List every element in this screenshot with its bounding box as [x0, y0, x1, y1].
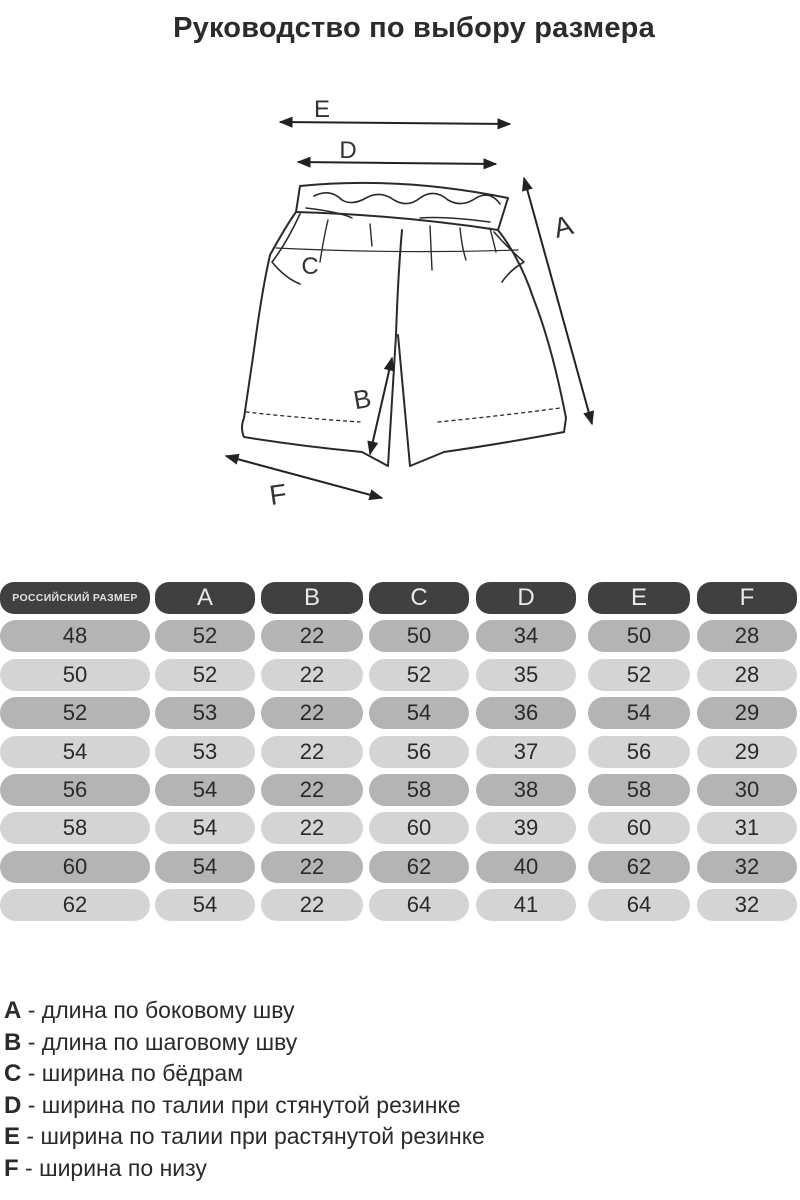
table-cell: 53	[155, 736, 255, 768]
table-cell: 22	[261, 889, 363, 921]
table-cell: 58	[588, 774, 690, 806]
legend-item	[4, 995, 794, 1027]
label-b: B	[351, 382, 374, 416]
table-cell: 22	[261, 697, 363, 729]
table-cell: 64	[369, 889, 469, 921]
table-cell: 58	[0, 812, 150, 844]
table-cell: 62	[588, 851, 690, 883]
shorts-outline	[242, 183, 566, 466]
page-title: Руководство по выбору размера	[173, 12, 655, 44]
table-row	[0, 657, 800, 695]
table-cell: 52	[155, 620, 255, 652]
table-cell: 30	[697, 774, 797, 806]
table-row	[0, 695, 800, 733]
legend-item	[4, 1121, 794, 1153]
table-cell: 53	[155, 697, 255, 729]
table-row	[0, 734, 800, 772]
label-e: E	[313, 96, 331, 123]
legend-letter: D	[4, 1091, 22, 1119]
header-col-b: B	[261, 582, 363, 614]
table-row	[0, 618, 800, 656]
table-row	[0, 810, 800, 848]
shorts-diagram	[0, 0, 800, 560]
legend-letter: B	[4, 1028, 22, 1056]
legend-letter: F	[4, 1154, 19, 1182]
table-cell: 52	[369, 659, 469, 691]
table-cell: 40	[476, 851, 576, 883]
legend-text: - ширина по низу	[18, 1154, 207, 1181]
table-cell: 22	[261, 812, 363, 844]
table-header-row	[0, 580, 800, 618]
table-cell: 58	[369, 774, 469, 806]
size-table	[0, 580, 800, 926]
table-cell: 28	[697, 620, 797, 652]
table-cell: 39	[476, 812, 576, 844]
table-cell: 60	[588, 812, 690, 844]
table-cell: 48	[0, 620, 150, 652]
legend-letter: A	[4, 997, 22, 1024]
legend-text: - длина по боковому шву	[21, 997, 295, 1023]
table-cell: 35	[476, 659, 576, 691]
header-col-f: F	[697, 582, 797, 614]
table-cell: 22	[261, 736, 363, 768]
legend-text: - длина по шаговому шву	[21, 1028, 298, 1055]
table-cell: 60	[0, 851, 150, 883]
table-cell: 22	[261, 774, 363, 806]
legend-item	[4, 1058, 794, 1090]
table-cell: 31	[697, 812, 797, 844]
table-cell: 64	[588, 889, 690, 921]
legend-letter: C	[4, 1060, 22, 1088]
legend-item	[4, 1027, 794, 1059]
label-d: D	[339, 137, 357, 164]
legend-letter: E	[4, 1123, 21, 1151]
label-c: C	[301, 253, 319, 280]
table-cell: 50	[369, 620, 469, 652]
table-cell: 22	[261, 851, 363, 883]
table-cell: 62	[0, 889, 150, 921]
table-cell: 56	[588, 736, 690, 768]
table-row	[0, 887, 800, 925]
table-cell: 22	[261, 659, 363, 691]
table-cell: 54	[155, 851, 255, 883]
header-col-a: A	[155, 582, 255, 614]
table-cell: 54	[155, 889, 255, 921]
legend-text: - ширина по талии при стянутой резинке	[21, 1091, 461, 1118]
legend-text: - ширина по бёдрам	[21, 1060, 244, 1087]
header-col-e: E	[588, 582, 690, 614]
table-cell: 32	[697, 851, 797, 883]
table-row	[0, 849, 800, 887]
measurement-legend	[4, 995, 794, 1185]
table-cell: 62	[369, 851, 469, 883]
table-cell: 56	[369, 736, 469, 768]
table-cell: 50	[588, 620, 690, 652]
table-cell: 50	[0, 659, 150, 691]
table-cell: 22	[261, 620, 363, 652]
legend-item	[4, 1090, 794, 1122]
table-cell: 54	[155, 812, 255, 844]
header-col-c: C	[369, 582, 469, 614]
table-cell: 56	[0, 774, 150, 806]
table-cell: 54	[0, 736, 150, 768]
table-cell: 29	[697, 697, 797, 729]
table-cell: 54	[155, 774, 255, 806]
legend-text: - ширина по талии при растянутой резинке	[20, 1123, 485, 1150]
table-row	[0, 772, 800, 810]
table-cell: 54	[588, 697, 690, 729]
table-cell: 54	[369, 697, 469, 729]
table-cell: 37	[476, 736, 576, 768]
label-f: F	[267, 477, 289, 512]
table-cell: 32	[697, 889, 797, 921]
table-cell: 52	[155, 659, 255, 691]
legend-item	[4, 1153, 794, 1185]
table-cell: 41	[476, 889, 576, 921]
table-cell: 36	[476, 697, 576, 729]
label-a: A	[550, 209, 577, 244]
table-cell: 38	[476, 774, 576, 806]
header-russian-size: РОССИЙСКИЙ РАЗМЕР	[0, 582, 150, 614]
table-cell: 52	[588, 659, 690, 691]
header-col-d: D	[476, 582, 576, 614]
table-cell: 34	[476, 620, 576, 652]
table-cell: 60	[369, 812, 469, 844]
table-cell: 52	[0, 697, 150, 729]
table-cell: 28	[697, 659, 797, 691]
table-cell: 29	[697, 736, 797, 768]
